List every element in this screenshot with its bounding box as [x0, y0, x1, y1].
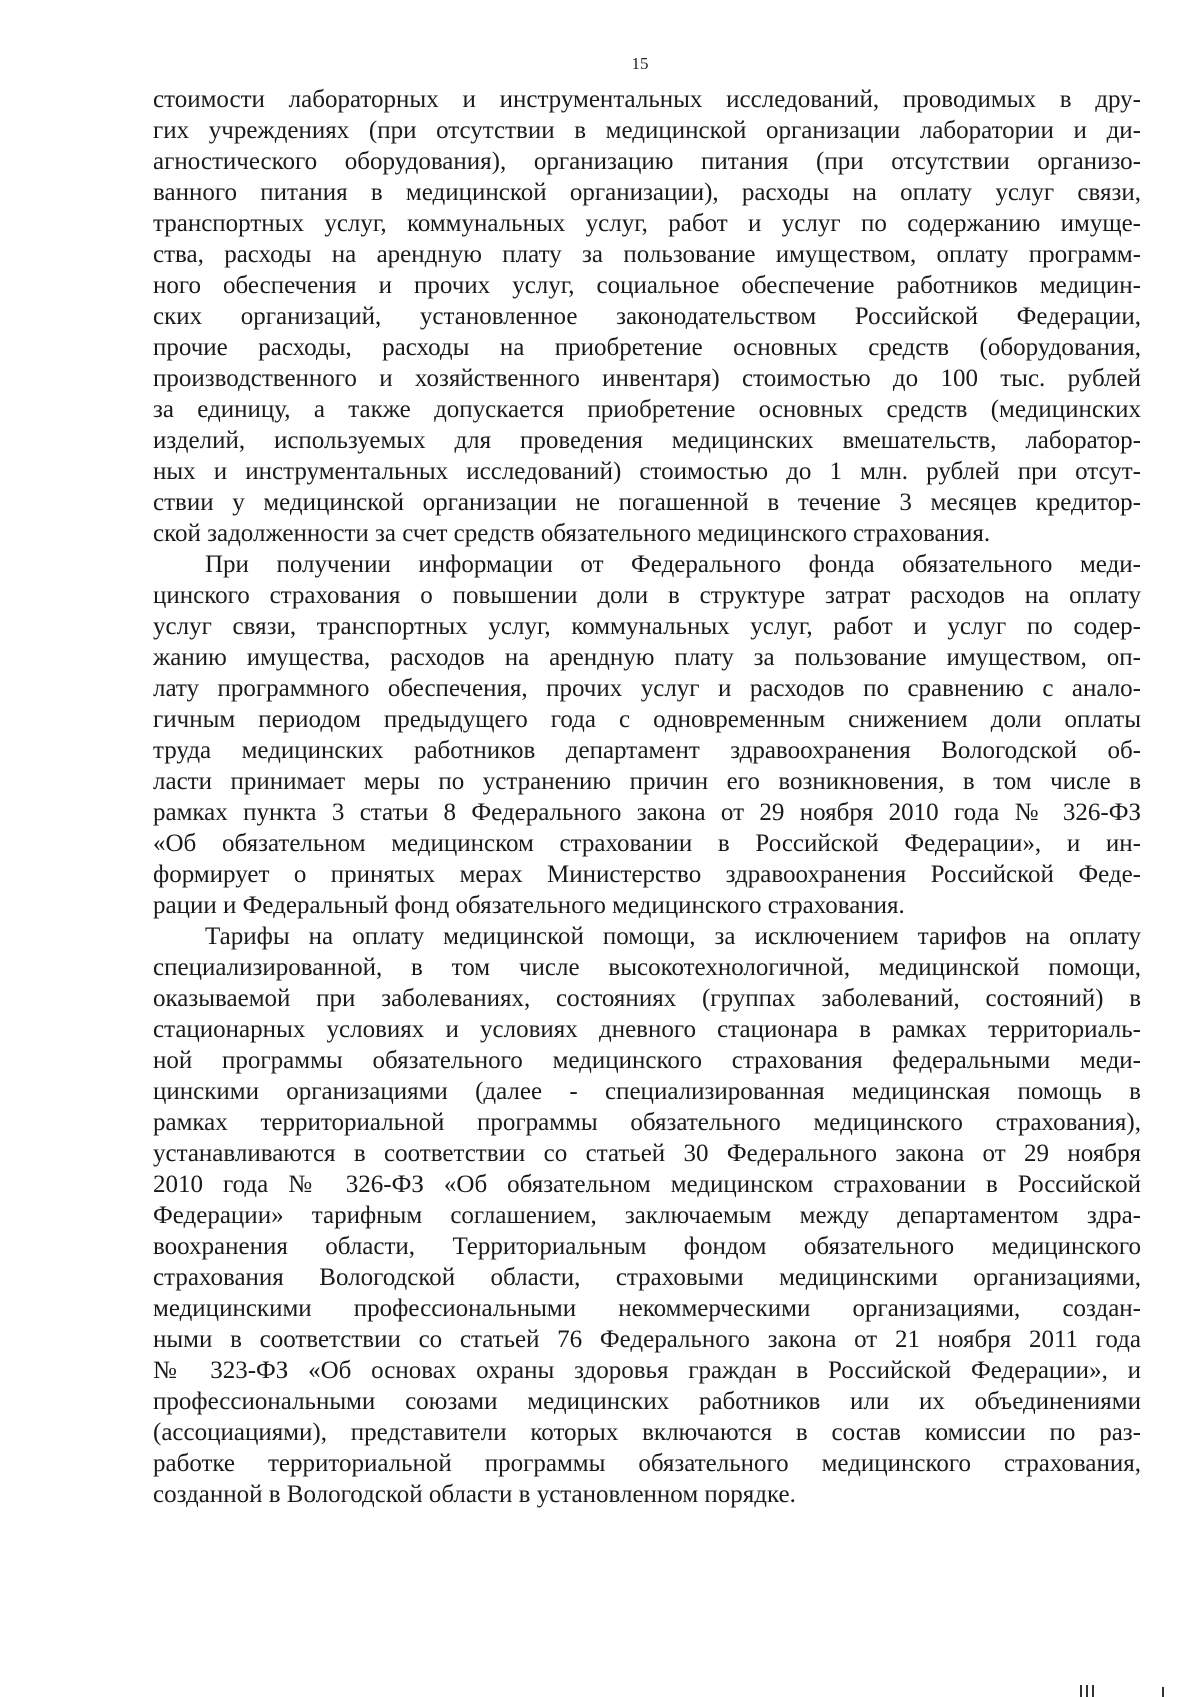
text-line: «Об обязательном медицинском страховании в Российской Федерации», и ин- [153, 830, 1141, 857]
text-line: ских организаций, установленное законодательством Российской Федерации, [153, 303, 1141, 330]
text-line: оказываемой при заболеваниях, состояниях (группах заболеваний, состояний) в [153, 985, 1141, 1012]
text-line: стоимости лабораторных и инструментальных исследований, проводимых в дру- [153, 86, 1141, 113]
text-line: ных и инструментальных исследований) стоимостью до 1 млн. рублей при отсут- [153, 458, 1141, 485]
text-line: специализированной, в том числе высокотехнологичной, медицинской помощи, [153, 954, 1141, 981]
text-line: рации и Федеральный фонд обязательного медицинского страхования. [153, 892, 905, 919]
text-line: рамках пункта 3 статьи 8 Федерального закона от 29 ноября 2010 года № 326-ФЗ [153, 799, 1141, 826]
text-line: воохранения области, Территориальным фондом обязательного медицинского [153, 1233, 1141, 1260]
text-line: транспортных услуг, коммунальных услуг, работ и услуг по содержанию имуще- [153, 210, 1141, 237]
text-line: устанавливаются в соответствии со статьей 30 Федерального закона от 29 ноября [153, 1140, 1141, 1167]
text-line: рамках территориальной программы обязательного медицинского страхования), [153, 1109, 1141, 1136]
text-line: формирует о принятых мерах Министерство здравоохранения Российской Феде- [153, 861, 1141, 888]
text-line: цинского страхования о повышении доли в структуре затрат расходов на оплату [153, 582, 1141, 609]
text-line: лату программного обеспечения, прочих услуг и расходов по сравнению с анало- [153, 675, 1141, 702]
text-line: изделий, используемых для проведения медицинских вмешательств, лаборатор- [153, 427, 1141, 454]
text-line: производственного и хозяйственного инвентаря) стоимостью до 100 тыс. рублей [153, 365, 1141, 392]
text-line: ствии у медицинской организации не погашенной в течение 3 месяцев кредитор- [153, 489, 1141, 516]
text-line: работке территориальной программы обязательного медицинского страхования, [153, 1450, 1141, 1477]
text-line: ной программы обязательного медицинского страхования федеральными меди- [153, 1047, 1141, 1074]
text-line: (ассоциациями), представители которых включаются в состав комиссии по раз- [153, 1419, 1141, 1446]
scan-edge-marks [1062, 1683, 1182, 1697]
paragraph [153, 549, 1141, 921]
text-line: ства, расходы на арендную плату за пользование имуществом, оплату программ- [153, 241, 1141, 268]
text-line: ласти принимает меры по устранению причин его возникновения, в том числе в [153, 768, 1141, 795]
text-line: стационарных условиях и условиях дневного стационара в рамках территориаль- [153, 1016, 1141, 1043]
paragraph [153, 921, 1141, 1510]
text-line: медицинскими профессиональными некоммерческими организациями, создан- [153, 1295, 1141, 1322]
text-line: Федерации» тарифным соглашением, заключаемым между департаментом здра- [153, 1202, 1141, 1229]
text-line: агностического оборудования), организацию питания (при отсутствии организо- [153, 148, 1141, 175]
text-line: прочие расходы, расходы на приобретение основных средств (оборудования, [153, 334, 1141, 361]
text-line: услуг связи, транспортных услуг, коммунальных услуг, работ и услуг по содер- [153, 613, 1141, 640]
document-body [153, 84, 1141, 1510]
text-line: за единицу, а также допускается приобретение основных средств (медицинских [153, 396, 1141, 423]
text-line: № 323-ФЗ «Об основах охраны здоровья граждан в Российской Федерации», и [153, 1357, 1141, 1384]
text-line: жанию имущества, расходов на арендную плату за пользование имуществом, оп- [153, 644, 1141, 671]
text-line: гичным периодом предыдущего года с одновременным снижением доли оплаты [153, 706, 1141, 733]
text-line: ской задолженности за счет средств обязательного медицинского страхования. [153, 520, 991, 547]
text-line: профессиональными союзами медицинских работников или их объединениями [153, 1388, 1141, 1415]
page-number: 15 [631, 54, 649, 73]
text-line: ванного питания в медицинской организации), расходы на оплату услуг связи, [153, 179, 1141, 206]
text-line: гих учреждениях (при отсутствии в медицинской организации лаборатории и ди- [153, 117, 1141, 144]
text-line: труда медицинских работников департамент здравоохранения Вологодской об- [153, 737, 1141, 764]
text-line: созданной в Вологодской области в установленном порядке. [153, 1481, 796, 1508]
paragraph [153, 84, 1141, 549]
text-line: цинскими организациями (далее - специализированная медицинская помощь в [153, 1078, 1141, 1105]
text-line: страхования Вологодской области, страховыми медицинскими организациями, [153, 1264, 1141, 1291]
text-line: ными в соответствии со статьей 76 Федерального закона от 21 ноября 2011 года [153, 1326, 1141, 1353]
text-line: ного обеспечения и прочих услуг, социальное обеспечение работников медицин- [153, 272, 1141, 299]
text-line: Тарифы на оплату медицинской помощи, за исключением тарифов на оплату [205, 923, 1141, 950]
text-line: При получении информации от Федерального фонда обязательного меди- [205, 551, 1141, 578]
text-line: 2010 года № 326-ФЗ «Об обязательном медицинском страховании в Российской [153, 1171, 1141, 1198]
